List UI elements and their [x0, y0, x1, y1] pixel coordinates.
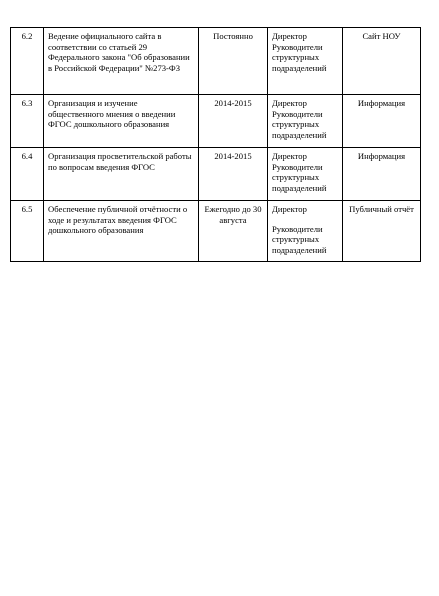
line-spacer [272, 215, 339, 224]
activity-result: Сайт НОУ [343, 28, 421, 95]
responsible-heads: Руководители структурных подразделений [272, 41, 327, 73]
responsible-heads: Руководители структурных подразделений [272, 108, 327, 140]
item-number: 6.4 [11, 148, 44, 201]
activity-description: Организация и изучение общественного мнения о введении ФГОС дошкольного образования [44, 95, 199, 148]
activity-term: 2014-2015 [199, 95, 268, 148]
responsible-heads: Руководители структурных подразделений [272, 223, 327, 255]
responsible-director: Директор [272, 98, 307, 108]
activity-description: Обеспечение публичной отчётности о ходе и результатах введения ФГОС дошкольного образования [44, 201, 199, 262]
responsible-director: Директор [272, 151, 307, 161]
activity-result: Информация [343, 95, 421, 148]
responsible-cell [268, 95, 343, 148]
activity-term: Ежегодно до 30 августа [199, 201, 268, 262]
item-number: 6.5 [11, 201, 44, 262]
table-row [11, 148, 421, 201]
activity-term: Постоянно [199, 28, 268, 95]
table-row [11, 201, 421, 262]
responsible-cell [268, 148, 343, 201]
item-number: 6.2 [11, 28, 44, 95]
responsible-cell [268, 28, 343, 95]
responsible-cell [268, 201, 343, 262]
activity-description: Организация просветительской работы по вопросам введения ФГОС [44, 148, 199, 201]
responsible-heads: Руководители структурных подразделений [272, 161, 327, 193]
item-number: 6.3 [11, 95, 44, 148]
table-row [11, 95, 421, 148]
responsible-director: Директор [272, 204, 307, 214]
table-row [11, 28, 421, 95]
activity-result: Информация [343, 148, 421, 201]
activity-plan-table [10, 27, 421, 262]
activity-result: Публичный отчёт [343, 201, 421, 262]
responsible-director: Директор [272, 31, 307, 41]
activity-description: Ведение официального сайта в соответствии со статьей 29 Федерального закона "Об образовании в Российской Федерации" №273-ФЗ [44, 28, 199, 95]
activity-term: 2014-2015 [199, 148, 268, 201]
